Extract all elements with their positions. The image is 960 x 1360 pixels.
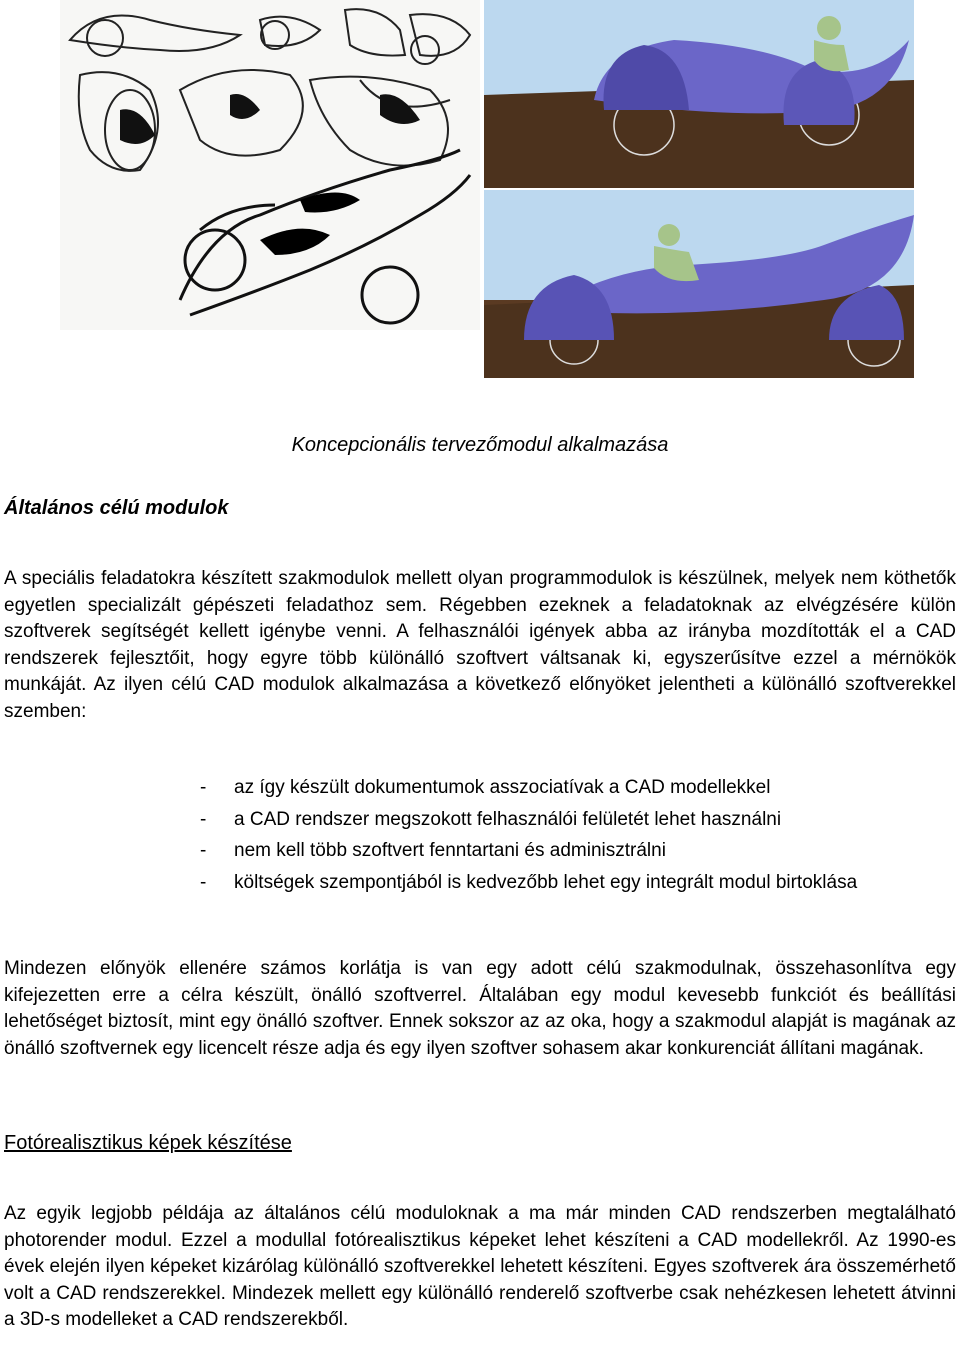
paragraph-photorender: Az egyik legjobb példája az általános célú moduloknak a ma már minden CAD rendszerben megtalálható photorender modul. Ezzel a modullal fotórealisztikus képeket lehet készíteni a CAD modellekről. Az 1990-es évek elején ilyen képeket kizárólag különálló szoftverekkel lehetett készíteni. Egyes szoftverek ára összemérhető volt a CAD rendszerekkel. Mindezek mellett egy különálló renderelő szoftverbe csak nehézkesen lehetett átvinni a 3D-s modelleket a CAD rendszerekből.	[4, 1203, 956, 1331]
section-heading-general-modules: Általános célú modulok	[4, 497, 229, 519]
paragraph-intro: A speciális feladatokra készített szakmodulok mellett olyan programmodulok is készülnek, melyek nem köthetők egyetlen specializált gépészeti feladathoz sem. Régebben ezeknek a feladatoknak az elvégzésére külön szoftverek segítségét kellett igénybe venni. A felhasználói igények abba az irányba mozdították el a CAD rendszerek fejlesztőit, hogy egyre több különálló szoftvert váltsanak ki, egyszerűsítve ezzel a mérnökök munkáját. Az ilyen célú CAD modulok alkalmazása a következő előnyöket jelentheti a különálló szoftverekkel szemben:	[4, 568, 956, 722]
car-render-image-top	[484, 0, 914, 188]
list-item: - az így készült dokumentumok asszociatívak a CAD modellekkel	[200, 777, 771, 798]
concept-sketch-image	[60, 0, 480, 330]
car-render-image-bottom	[484, 190, 914, 378]
advantages-list	[200, 775, 956, 901]
list-item: - költségek szempontjából is kedvezőbb lehet egy integrált modul birtoklása	[200, 871, 858, 893]
concept-figure	[60, 0, 914, 378]
list-item: - a CAD rendszer megszokott felhasználói felületét lehet használni	[200, 808, 782, 830]
section-heading-photorealistic: Fotórealisztikus képek készítése	[4, 1132, 292, 1154]
paragraph-limitations: Mindezen előnyök ellenére számos korlátja is van egy adott célú szakmodulnak, összehasonlítva egy kifejezetten erre a célra készült, önálló szoftverrel. Általában egy modul kevesebb funkciót és beállítási lehetőséget biztosít, mint egy önálló szoftver. Ennek sokszor az az oka, hogy a szakmodul alapját is magának az önálló szoftvernek egy licencelt része adja és egy ilyen szoftver sohasem akar konkurenciát állítani magának.	[4, 958, 956, 1059]
list-item: - nem kell több szoftvert fenntartani és adminisztrálni	[200, 840, 666, 862]
figure-caption: Koncepcionális tervezőmodul alkalmazása	[291, 434, 669, 456]
